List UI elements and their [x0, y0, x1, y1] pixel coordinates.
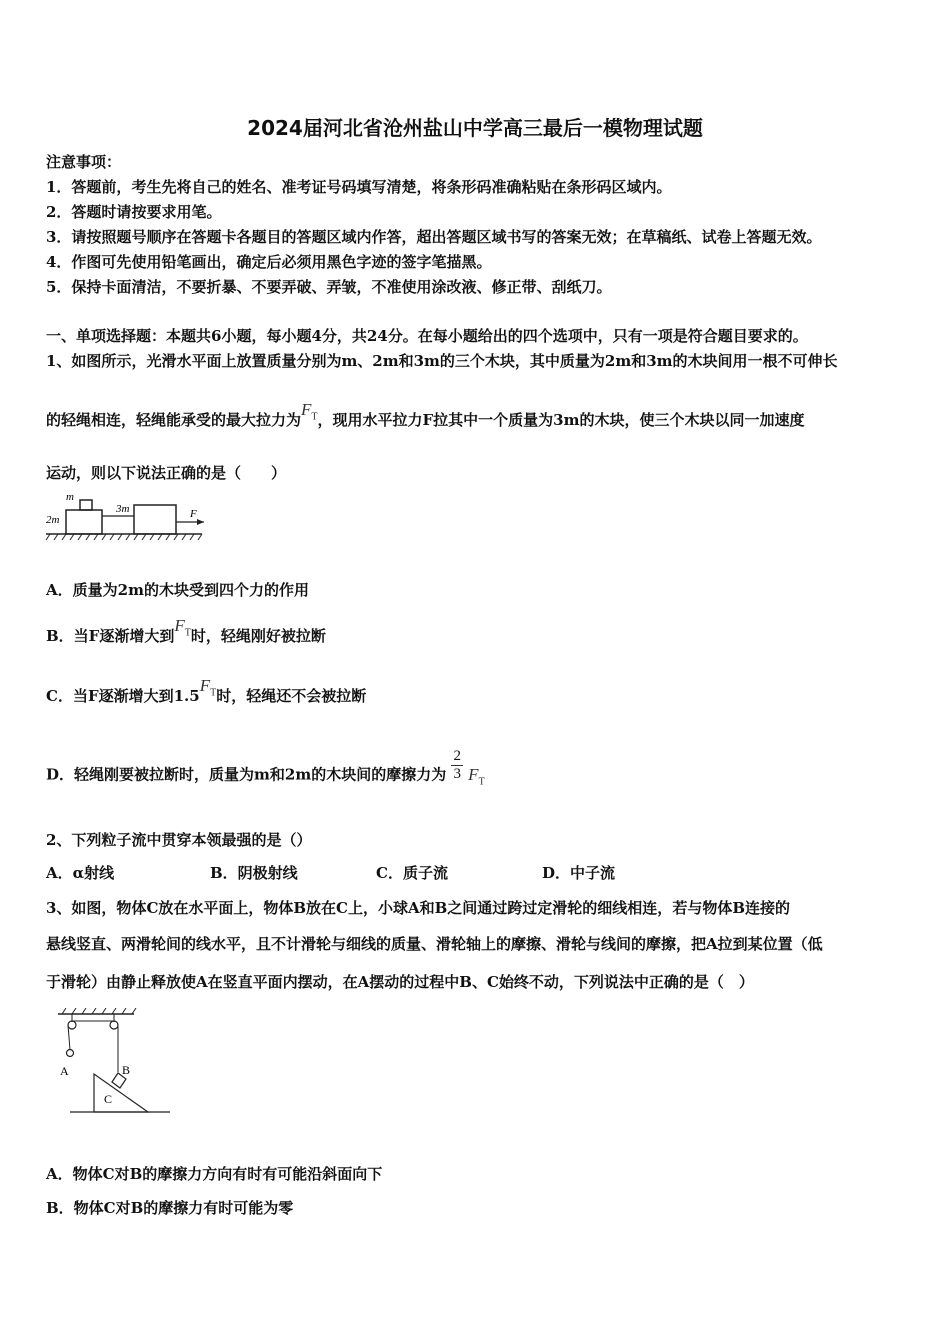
q3-stem-line-2: 悬线竖直、两滑轮间的线水平，且不计滑轮与细线的质量、滑轮轴上的摩擦、滑轮与线间的摩擦，把A拉到某位置（低 [46, 935, 823, 953]
q3-option-b: B．物体C对B的摩擦力有时可能为零 [46, 1199, 294, 1217]
wedge-C [94, 1074, 148, 1112]
ball-A [67, 1050, 74, 1057]
q3-figure-pulleys [52, 1008, 172, 1116]
section-heading: 一、单项选择题：本题共6小题，每小题4分，共24分。在每小题给出的四个选项中，只有一项是符合题目要求的。 [46, 327, 808, 345]
q1-stem-line-3: 运动，则以下说法正确的是（ ） [46, 464, 287, 482]
label-3m: 3m [116, 503, 130, 515]
label-C: C [104, 1092, 113, 1106]
q2-stem: 2、下列粒子流中贯穿本领最强的是（） [46, 831, 312, 849]
q1-option-c: C．当F逐渐增大到$1.5F_T$时，轻绳还不会被拉断 [46, 676, 367, 705]
q3-option-a: A．物体C对B的摩擦力方向有时有可能沿斜面向下 [46, 1165, 383, 1183]
q1-option-d: D．轻绳刚要被拉断时，质量为m和2m的木块间的摩擦力为 $\frac{2}{3}$ $F_T$ [46, 748, 485, 787]
q1-stem-line-1: 1、如图所示，光滑水平面上放置质量分别为m、2m和3m的三个木块，其中质量为2m和3m的木块间用一根不可伸长 [46, 352, 838, 370]
notice-heading: 注意事项： [46, 153, 122, 171]
pulley-right [110, 1021, 118, 1029]
q2-option-b: B．阴极射线 [210, 864, 298, 882]
q2-option-a: A．α射线 [46, 864, 115, 882]
ft-symbol: $F_T$ [174, 616, 191, 639]
notice-item-2: 2．答题时请按要求用笔。 [46, 203, 222, 221]
fraction: $\frac{2}{3}$ [453, 748, 461, 782]
label-2m: 2m [46, 514, 60, 526]
notice-item-5: 5．保持卡面清洁，不要折暴、不要弄破、弄皱，不准使用涂改液、修正带、刮纸刀。 [46, 278, 612, 296]
block-3m [134, 505, 176, 534]
q2-options [46, 863, 615, 883]
q2-option-d: D．中子流 [542, 864, 616, 882]
label-B: B [122, 1063, 131, 1077]
ft-symbol: $F_T$ [199, 676, 217, 699]
q3-stem-line-1: 3、如图，物体C放在水平面上，物体B放在C上，小球A和B之间通过跨过定滑轮的细线相连，若与物体B连接的 [46, 899, 790, 917]
notice-item-3: 3．请按照题号顺序在答题卡各题目的答题区域内作答，超出答题区域书写的答案无效；在草稿纸、试卷上答题无效。 [46, 228, 822, 246]
notice-item-1: 1．答题前，考生先将自己的姓名、准考证号码填写清楚，将条形码准确粘贴在条形码区域内。 [46, 178, 672, 196]
q1-stem-text-b: ，现用水平拉力F拉其中一个质量为3m的木块，使三个木块以同一加速度 [317, 411, 805, 429]
q2-option-c: C．质子流 [376, 864, 448, 882]
q1-option-b: B．当F逐渐增大到$F_T$时，轻绳刚好被拉断 [46, 616, 326, 645]
label-F: F [190, 508, 197, 520]
q1-stem-text-a: 的轻绳相连，轻绳能承受的最大拉力为 [46, 411, 302, 429]
ft-symbol: $F_T$ [468, 764, 485, 787]
ft-symbol: $F_T$ [301, 400, 318, 423]
label-A: A [60, 1064, 69, 1078]
q1-figure-blocks [44, 490, 206, 546]
q1-option-a: A．质量为2m的木块受到四个力的作用 [46, 581, 309, 599]
q1-stem-line-2 [46, 400, 805, 437]
q3-stem-line-3: 于滑轮）由静止释放使A在竖直平面内摆动，在A摆动的过程中B、C始终不动，下列说法中正确的是（ ） [46, 973, 754, 991]
notice-item-4: 4．作图可先使用铅笔画出，确定后必须用黑色字迹的签字笔描黑。 [46, 253, 492, 271]
pulley-left [68, 1021, 76, 1029]
block-2m [66, 510, 102, 534]
block-m [80, 500, 92, 510]
page-title: 2024届河北省沧州盐山中学高三最后一模物理试题 [247, 116, 703, 140]
label-m: m [66, 491, 74, 503]
